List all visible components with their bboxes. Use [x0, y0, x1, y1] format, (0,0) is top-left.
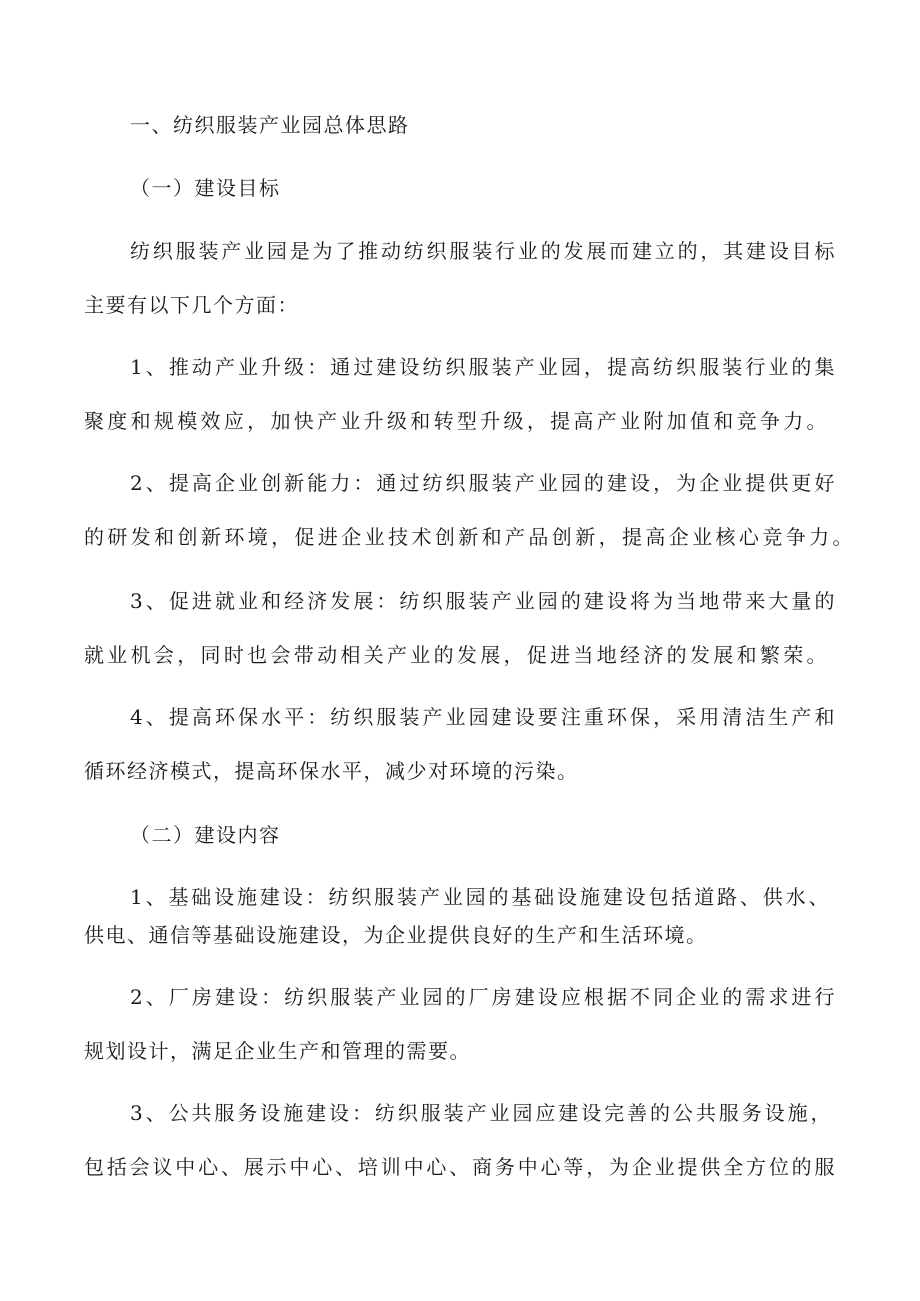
intro-paragraph-line-1: 纺织服装产业园是为了推动纺织服装行业的发展而建立的，其建设目标: [130, 239, 836, 263]
content-item-3-line-1: 3、公共服务设施建设：纺织服装产业园应建设完善的公共服务设施，: [130, 1101, 832, 1125]
goal-item-4-line-2: 循环经济模式，提高环保水平，减少对环境的污染。: [84, 759, 579, 783]
section-2-title: （二）建设内容: [130, 823, 281, 847]
goal-item-4-line-1: 4、提高环保水平：纺织服装产业园建设要注重环保，采用清洁生产和: [130, 705, 836, 729]
content-item-2-line-2: 规划设计，满足企业生产和管理的需要。: [84, 1039, 471, 1063]
goal-item-3-line-1: 3、促进就业和经济发展：纺织服装产业园的建设将为当地带来大量的: [130, 589, 836, 613]
content-item-2-line-1: 2、厂房建设：纺织服装产业园的厂房建设应根据不同企业的需求进行: [130, 985, 836, 1009]
goal-item-2-line-1: 2、提高企业创新能力：通过纺织服装产业园的建设，为企业提供更好: [130, 471, 836, 495]
content-item-1-line-1: 1、基础设施建设：纺织服装产业园的基础设施建设包括道路、供水、: [130, 885, 830, 909]
content-item-3-line-2: 包括会议中心、展示中心、培训中心、商务中心等，为企业提供全方位的服: [84, 1155, 836, 1179]
heading-level-1: 一、纺织服装产业园总体思路: [130, 113, 410, 137]
section-1-title: （一）建设目标: [130, 176, 281, 200]
content-item-1-line-2: 供电、通信等基础设施建设，为企业提供良好的生产和生活环境。: [84, 923, 708, 947]
intro-paragraph-line-2: 主要有以下几个方面：: [84, 293, 299, 317]
goal-item-3-line-2: 就业机会，同时也会带动相关产业的发展，促进当地经济的发展和繁荣。: [84, 643, 828, 667]
goal-item-1-line-1: 1、推动产业升级：通过建设纺织服装产业园，提高纺织服装行业的集: [130, 355, 836, 379]
goal-item-1-line-2: 聚度和规模效应，加快产业升级和转型升级，提高产业附加值和竞争力。: [84, 409, 828, 433]
goal-item-2-line-2: 的研发和创新环境，促进企业技术创新和产品创新，提高企业核心竞争力。: [84, 525, 854, 549]
